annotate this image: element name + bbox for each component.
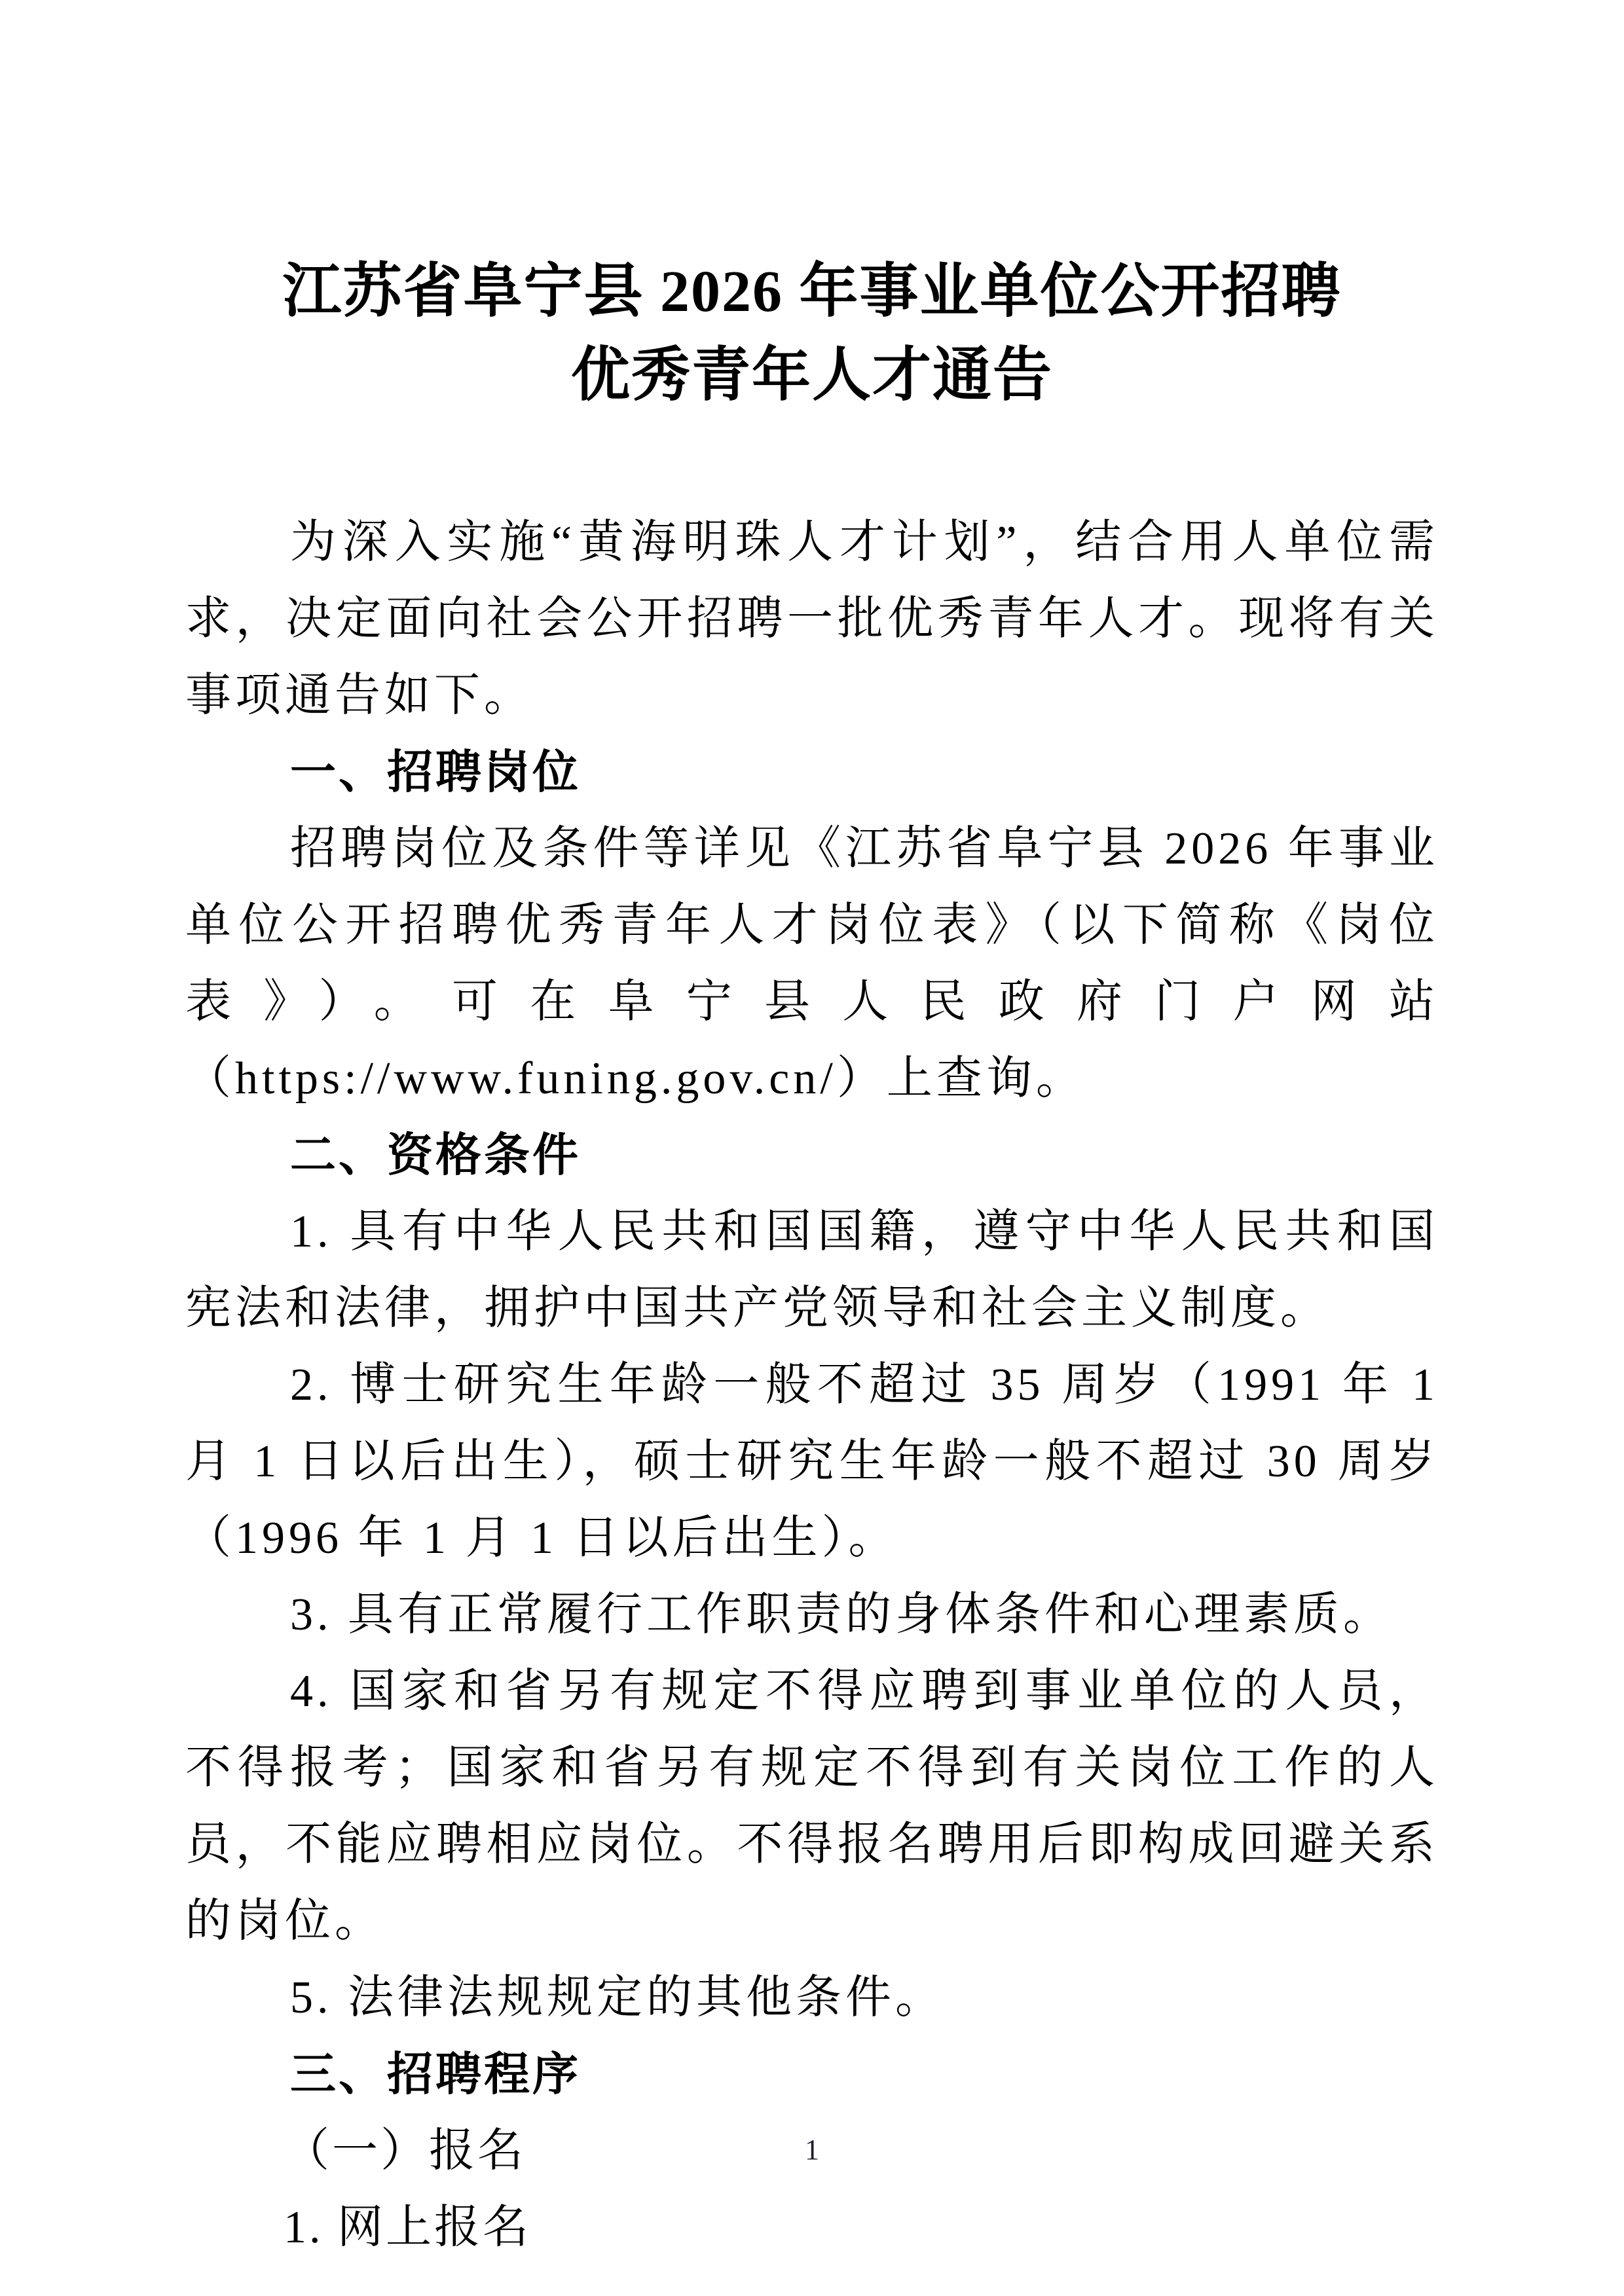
paragraph-requirement-2: 2. 博士研究生年龄一般不超过 35 周岁（1991 年 1 月 1 日以后出生），硕士研究生年龄一般不超过 30 周岁（1996 年 1 月 1 日以后出生）。 xyxy=(185,1360,1439,1563)
section-heading-qualification-requirements: 二、资格条件 xyxy=(290,1129,581,1180)
paragraph-requirement-4: 4. 国家和省另有规定不得应聘到事业单位的人员，不得报考；国家和省另有规定不得到有关岗位工作的人员，不能应聘相应岗位。不得报名聘用后即构成回避关系的岗位。 xyxy=(185,1666,1439,1946)
page-footer xyxy=(0,2134,1624,2166)
page-number: 1 xyxy=(805,2134,819,2166)
paragraph-requirement-5: 5. 法律法规规定的其他条件。 xyxy=(290,1973,945,2023)
document-title-line-1: 江苏省阜宁县 2026 年事业单位公开招聘 xyxy=(282,259,1342,324)
subsection-heading-registration: （一）报名 xyxy=(284,2126,526,2176)
paragraph-intro: 为深入实施“黄海明珠人才计划”，结合用人单位需求，决定面向社会公开招聘一批优秀青年人才。现将有关事项通告如下。 xyxy=(185,517,1439,721)
paragraph-position-table: 招聘岗位及条件等详见《江苏省阜宁县 2026 年事业单位公开招聘优秀青年人才岗位表》（以下简称《岗位表》）。可在阜宁县人民政府门户网站（https://www.funing.gov.cn/）上查询。 xyxy=(185,824,1439,1104)
section-heading-recruitment-positions: 一、招聘岗位 xyxy=(290,746,581,797)
document-title xyxy=(185,0,1439,418)
paragraph-requirement-1: 1. 具有中华人民共和国国籍，遵守中华人民共和国宪法和法律，拥护中国共产党领导和社会主义制度。 xyxy=(185,1207,1439,1334)
document-title-line-2: 优秀青年人才通告 xyxy=(571,343,1053,408)
subsection-heading-online-registration: 1. 网上报名 xyxy=(284,2202,531,2253)
section-heading-recruitment-procedure: 三、招聘程序 xyxy=(290,2049,581,2100)
paragraph-requirement-3: 3. 具有正常履行工作职责的身体条件和心理素质。 xyxy=(290,1590,1393,1640)
